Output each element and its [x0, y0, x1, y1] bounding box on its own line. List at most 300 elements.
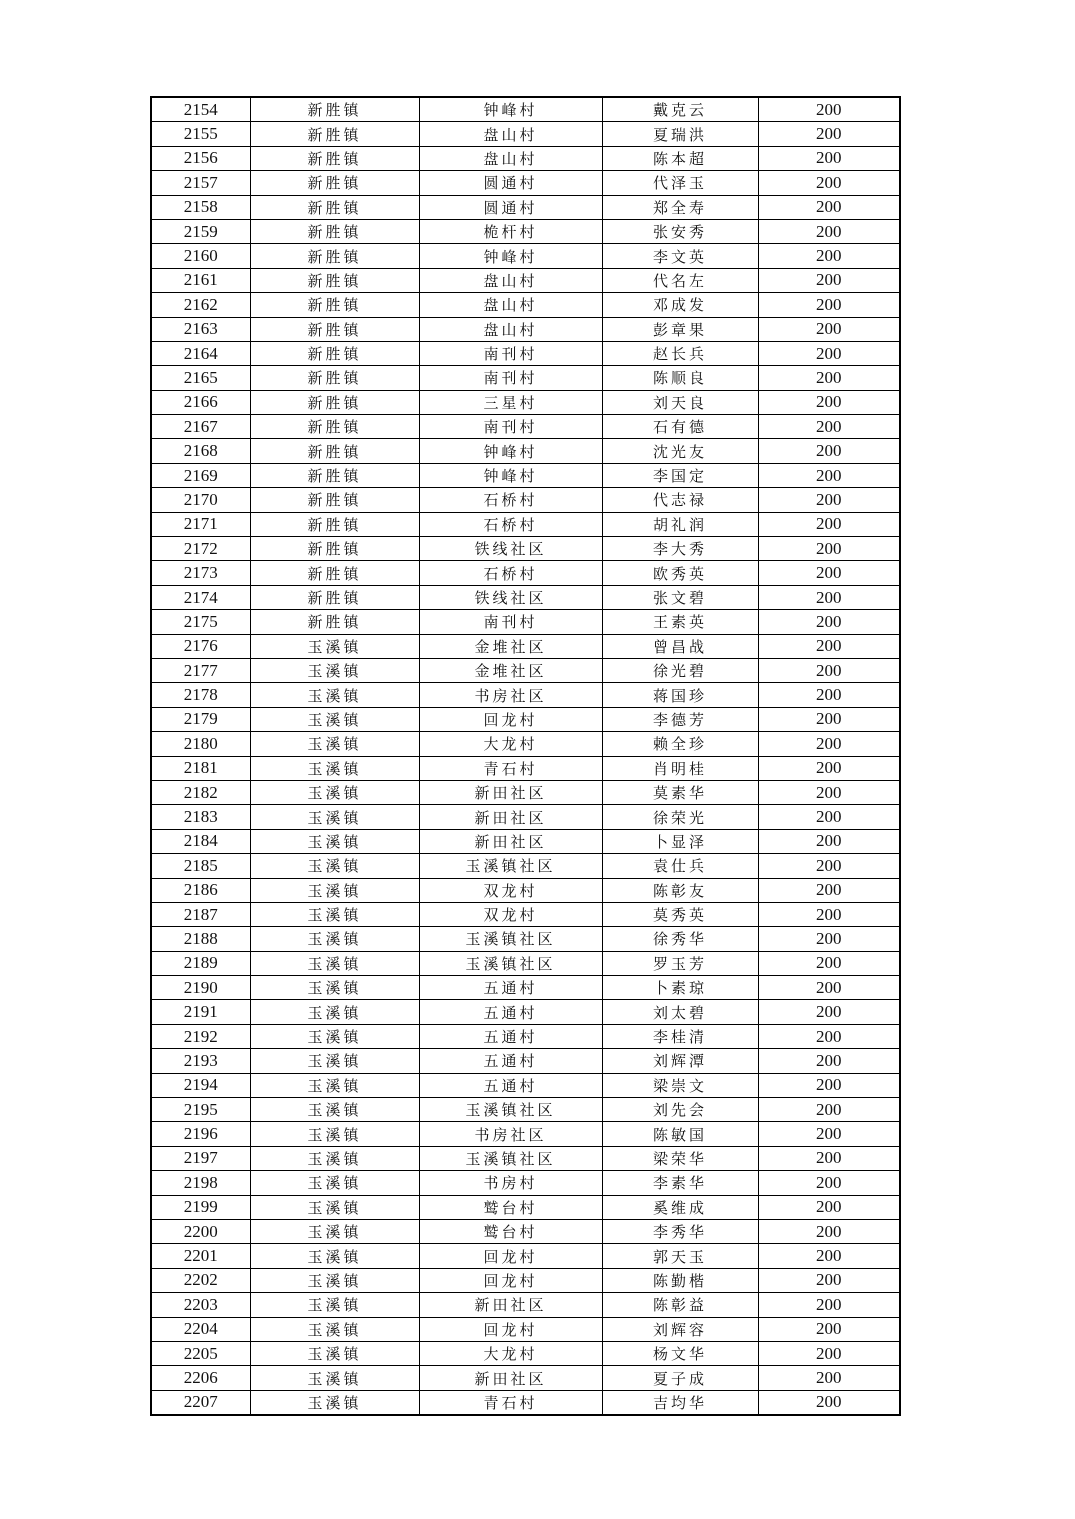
amount-cell: 200: [758, 122, 900, 146]
table-row: [151, 756, 900, 780]
name-cell: 奚维成: [602, 1195, 758, 1219]
village-cell: 金堆社区: [419, 658, 602, 682]
name-cell: 卜素琼: [602, 976, 758, 1000]
name-cell: 代志禄: [602, 488, 758, 512]
amount-cell: 200: [758, 219, 900, 243]
name-cell: 徐荣光: [602, 805, 758, 829]
name-cell: 陈顺良: [602, 366, 758, 390]
table-row: [151, 244, 900, 268]
row-number-cell: 2207: [151, 1390, 250, 1415]
row-number-cell: 2199: [151, 1195, 250, 1219]
table-row: [151, 122, 900, 146]
name-cell: 夏瑞洪: [602, 122, 758, 146]
name-cell: 代泽玉: [602, 171, 758, 195]
row-number-cell: 2178: [151, 683, 250, 707]
town-cell: 新胜镇: [250, 585, 419, 609]
row-number-cell: 2183: [151, 805, 250, 829]
name-cell: 罗玉芳: [602, 951, 758, 975]
town-cell: 玉溪镇: [250, 756, 419, 780]
village-cell: 钟峰村: [419, 244, 602, 268]
amount-cell: 200: [758, 366, 900, 390]
row-number-cell: 2188: [151, 927, 250, 951]
village-cell: 回龙村: [419, 1244, 602, 1268]
table-row: [151, 97, 900, 122]
name-cell: 李德芳: [602, 707, 758, 731]
amount-cell: 200: [758, 927, 900, 951]
amount-cell: 200: [758, 293, 900, 317]
village-cell: 石桥村: [419, 561, 602, 585]
town-cell: 玉溪镇: [250, 805, 419, 829]
town-cell: 新胜镇: [250, 268, 419, 292]
amount-cell: 200: [758, 171, 900, 195]
name-cell: 刘太碧: [602, 1000, 758, 1024]
village-cell: 双龙村: [419, 878, 602, 902]
name-cell: 梁崇文: [602, 1073, 758, 1097]
table-row: [151, 976, 900, 1000]
town-cell: 新胜镇: [250, 195, 419, 219]
table-row: [151, 463, 900, 487]
table-row: [151, 561, 900, 585]
name-cell: 沈光友: [602, 439, 758, 463]
name-cell: 卜显泽: [602, 829, 758, 853]
town-cell: 新胜镇: [250, 341, 419, 365]
row-number-cell: 2184: [151, 829, 250, 853]
town-cell: 新胜镇: [250, 219, 419, 243]
amount-cell: 200: [758, 854, 900, 878]
row-number-cell: 2165: [151, 366, 250, 390]
amount-cell: 200: [758, 707, 900, 731]
table-row: [151, 1195, 900, 1219]
data-table: [150, 96, 901, 1416]
row-number-cell: 2159: [151, 219, 250, 243]
name-cell: 梁荣华: [602, 1146, 758, 1170]
town-cell: 玉溪镇: [250, 1171, 419, 1195]
town-cell: 新胜镇: [250, 171, 419, 195]
town-cell: 玉溪镇: [250, 1049, 419, 1073]
village-cell: 南刊村: [419, 415, 602, 439]
amount-cell: 200: [758, 902, 900, 926]
table-row: [151, 171, 900, 195]
row-number-cell: 2176: [151, 634, 250, 658]
name-cell: 肖明桂: [602, 756, 758, 780]
village-cell: 新田社区: [419, 829, 602, 853]
village-cell: 玉溪镇社区: [419, 1146, 602, 1170]
table-row: [151, 610, 900, 634]
town-cell: 玉溪镇: [250, 976, 419, 1000]
table-row: [151, 195, 900, 219]
name-cell: 徐秀华: [602, 927, 758, 951]
amount-cell: 200: [758, 341, 900, 365]
table-row: [151, 902, 900, 926]
name-cell: 杨文华: [602, 1341, 758, 1365]
row-number-cell: 2200: [151, 1219, 250, 1243]
town-cell: 玉溪镇: [250, 1317, 419, 1341]
row-number-cell: 2173: [151, 561, 250, 585]
amount-cell: 200: [758, 1049, 900, 1073]
amount-cell: 200: [758, 1098, 900, 1122]
village-cell: 盘山村: [419, 122, 602, 146]
table-row: [151, 1171, 900, 1195]
row-number-cell: 2181: [151, 756, 250, 780]
table-row: [151, 1122, 900, 1146]
row-number-cell: 2158: [151, 195, 250, 219]
amount-cell: 200: [758, 1390, 900, 1415]
village-cell: 南刊村: [419, 341, 602, 365]
town-cell: 玉溪镇: [250, 1219, 419, 1243]
town-cell: 玉溪镇: [250, 1122, 419, 1146]
village-cell: 新田社区: [419, 780, 602, 804]
amount-cell: 200: [758, 244, 900, 268]
village-cell: 圆通村: [419, 171, 602, 195]
name-cell: 李文英: [602, 244, 758, 268]
row-number-cell: 2172: [151, 537, 250, 561]
name-cell: 石有德: [602, 415, 758, 439]
name-cell: 王素英: [602, 610, 758, 634]
village-cell: 大龙村: [419, 732, 602, 756]
town-cell: 玉溪镇: [250, 634, 419, 658]
village-cell: 鹫台村: [419, 1195, 602, 1219]
amount-cell: 200: [758, 97, 900, 122]
table-row: [151, 293, 900, 317]
table-row: [151, 927, 900, 951]
name-cell: 夏子成: [602, 1366, 758, 1390]
row-number-cell: 2155: [151, 122, 250, 146]
table-row: [151, 390, 900, 414]
row-number-cell: 2177: [151, 658, 250, 682]
table-row: [151, 366, 900, 390]
village-cell: 鹫台村: [419, 1219, 602, 1243]
town-cell: 玉溪镇: [250, 951, 419, 975]
town-cell: 新胜镇: [250, 244, 419, 268]
amount-cell: 200: [758, 1000, 900, 1024]
amount-cell: 200: [758, 537, 900, 561]
row-number-cell: 2187: [151, 902, 250, 926]
name-cell: 曾昌战: [602, 634, 758, 658]
row-number-cell: 2167: [151, 415, 250, 439]
village-cell: 书房社区: [419, 683, 602, 707]
table-row: [151, 732, 900, 756]
row-number-cell: 2186: [151, 878, 250, 902]
amount-cell: 200: [758, 1073, 900, 1097]
table-row: [151, 1049, 900, 1073]
name-cell: 赖全珍: [602, 732, 758, 756]
amount-cell: 200: [758, 1244, 900, 1268]
table-row: [151, 1293, 900, 1317]
table-row: [151, 1244, 900, 1268]
row-number-cell: 2195: [151, 1098, 250, 1122]
row-number-cell: 2154: [151, 97, 250, 122]
name-cell: 赵长兵: [602, 341, 758, 365]
village-cell: 大龙村: [419, 1341, 602, 1365]
village-cell: 回龙村: [419, 1268, 602, 1292]
town-cell: 新胜镇: [250, 97, 419, 122]
name-cell: 郑全寿: [602, 195, 758, 219]
village-cell: 桅杆村: [419, 219, 602, 243]
town-cell: 玉溪镇: [250, 1073, 419, 1097]
row-number-cell: 2205: [151, 1341, 250, 1365]
name-cell: 陈彰友: [602, 878, 758, 902]
amount-cell: 200: [758, 561, 900, 585]
table-row: [151, 1390, 900, 1415]
row-number-cell: 2179: [151, 707, 250, 731]
name-cell: 刘先会: [602, 1098, 758, 1122]
row-number-cell: 2190: [151, 976, 250, 1000]
table-row: [151, 537, 900, 561]
village-cell: 金堆社区: [419, 634, 602, 658]
village-cell: 盘山村: [419, 146, 602, 170]
village-cell: 书房社区: [419, 1122, 602, 1146]
town-cell: 新胜镇: [250, 463, 419, 487]
village-cell: 圆通村: [419, 195, 602, 219]
village-cell: 石桥村: [419, 512, 602, 536]
village-cell: 钟峰村: [419, 97, 602, 122]
village-cell: 石桥村: [419, 488, 602, 512]
amount-cell: 200: [758, 658, 900, 682]
town-cell: 新胜镇: [250, 390, 419, 414]
amount-cell: 200: [758, 390, 900, 414]
name-cell: 蒋国珍: [602, 683, 758, 707]
village-cell: 玉溪镇社区: [419, 1098, 602, 1122]
name-cell: 吉均华: [602, 1390, 758, 1415]
village-cell: 双龙村: [419, 902, 602, 926]
row-number-cell: 2191: [151, 1000, 250, 1024]
name-cell: 陈敏国: [602, 1122, 758, 1146]
name-cell: 戴克云: [602, 97, 758, 122]
name-cell: 莫素华: [602, 780, 758, 804]
name-cell: 陈勤楷: [602, 1268, 758, 1292]
amount-cell: 200: [758, 1171, 900, 1195]
table-row: [151, 1268, 900, 1292]
town-cell: 新胜镇: [250, 122, 419, 146]
amount-cell: 200: [758, 756, 900, 780]
amount-cell: 200: [758, 317, 900, 341]
row-number-cell: 2201: [151, 1244, 250, 1268]
town-cell: 玉溪镇: [250, 854, 419, 878]
amount-cell: 200: [758, 1293, 900, 1317]
amount-cell: 200: [758, 1195, 900, 1219]
village-cell: 青石村: [419, 756, 602, 780]
row-number-cell: 2163: [151, 317, 250, 341]
row-number-cell: 2174: [151, 585, 250, 609]
table-row: [151, 1073, 900, 1097]
amount-cell: 200: [758, 610, 900, 634]
amount-cell: 200: [758, 1024, 900, 1048]
village-cell: 钟峰村: [419, 463, 602, 487]
row-number-cell: 2194: [151, 1073, 250, 1097]
amount-cell: 200: [758, 146, 900, 170]
table-row: [151, 1366, 900, 1390]
amount-cell: 200: [758, 268, 900, 292]
table-row: [151, 219, 900, 243]
village-cell: 回龙村: [419, 1317, 602, 1341]
town-cell: 新胜镇: [250, 317, 419, 341]
table-row: [151, 805, 900, 829]
name-cell: 刘辉潭: [602, 1049, 758, 1073]
amount-cell: 200: [758, 512, 900, 536]
town-cell: 新胜镇: [250, 146, 419, 170]
table-row: [151, 439, 900, 463]
table-row: [151, 829, 900, 853]
table-row: [151, 341, 900, 365]
row-number-cell: 2169: [151, 463, 250, 487]
village-cell: 五通村: [419, 976, 602, 1000]
name-cell: 邓成发: [602, 293, 758, 317]
village-cell: 铁线社区: [419, 537, 602, 561]
amount-cell: 200: [758, 976, 900, 1000]
row-number-cell: 2168: [151, 439, 250, 463]
village-cell: 书房村: [419, 1171, 602, 1195]
amount-cell: 200: [758, 805, 900, 829]
table-row: [151, 707, 900, 731]
town-cell: 新胜镇: [250, 610, 419, 634]
amount-cell: 200: [758, 1268, 900, 1292]
table-row: [151, 683, 900, 707]
table-row: [151, 1317, 900, 1341]
amount-cell: 200: [758, 195, 900, 219]
village-cell: 玉溪镇社区: [419, 927, 602, 951]
table-row: [151, 854, 900, 878]
town-cell: 玉溪镇: [250, 1244, 419, 1268]
village-cell: 新田社区: [419, 1366, 602, 1390]
row-number-cell: 2196: [151, 1122, 250, 1146]
row-number-cell: 2198: [151, 1171, 250, 1195]
name-cell: 李秀华: [602, 1219, 758, 1243]
row-number-cell: 2185: [151, 854, 250, 878]
row-number-cell: 2204: [151, 1317, 250, 1341]
village-cell: 盘山村: [419, 268, 602, 292]
name-cell: 刘辉容: [602, 1317, 758, 1341]
row-number-cell: 2202: [151, 1268, 250, 1292]
name-cell: 张文碧: [602, 585, 758, 609]
name-cell: 彭章果: [602, 317, 758, 341]
table-row: [151, 415, 900, 439]
name-cell: 莫秀英: [602, 902, 758, 926]
town-cell: 玉溪镇: [250, 780, 419, 804]
row-number-cell: 2170: [151, 488, 250, 512]
town-cell: 玉溪镇: [250, 1341, 419, 1365]
table-row: [151, 146, 900, 170]
name-cell: 李大秀: [602, 537, 758, 561]
row-number-cell: 2203: [151, 1293, 250, 1317]
table-row: [151, 951, 900, 975]
amount-cell: 200: [758, 634, 900, 658]
amount-cell: 200: [758, 1146, 900, 1170]
table-row: [151, 1024, 900, 1048]
town-cell: 玉溪镇: [250, 1293, 419, 1317]
row-number-cell: 2161: [151, 268, 250, 292]
town-cell: 玉溪镇: [250, 1366, 419, 1390]
table-row: [151, 317, 900, 341]
village-cell: 钟峰村: [419, 439, 602, 463]
amount-cell: 200: [758, 878, 900, 902]
table-row: [151, 658, 900, 682]
amount-cell: 200: [758, 439, 900, 463]
table-row: [151, 780, 900, 804]
village-cell: 新田社区: [419, 1293, 602, 1317]
town-cell: 新胜镇: [250, 293, 419, 317]
village-cell: 新田社区: [419, 805, 602, 829]
town-cell: 玉溪镇: [250, 1268, 419, 1292]
village-cell: 玉溪镇社区: [419, 951, 602, 975]
row-number-cell: 2160: [151, 244, 250, 268]
town-cell: 玉溪镇: [250, 829, 419, 853]
amount-cell: 200: [758, 951, 900, 975]
village-cell: 五通村: [419, 1024, 602, 1048]
amount-cell: 200: [758, 732, 900, 756]
name-cell: 袁仕兵: [602, 854, 758, 878]
row-number-cell: 2171: [151, 512, 250, 536]
table-row: [151, 878, 900, 902]
town-cell: 玉溪镇: [250, 1098, 419, 1122]
village-cell: 回龙村: [419, 707, 602, 731]
name-cell: 李桂清: [602, 1024, 758, 1048]
town-cell: 玉溪镇: [250, 658, 419, 682]
village-cell: 五通村: [419, 1049, 602, 1073]
town-cell: 新胜镇: [250, 488, 419, 512]
village-cell: 三星村: [419, 390, 602, 414]
table-row: [151, 1098, 900, 1122]
table-row: [151, 512, 900, 536]
row-number-cell: 2175: [151, 610, 250, 634]
village-cell: 玉溪镇社区: [419, 854, 602, 878]
amount-cell: 200: [758, 488, 900, 512]
village-cell: 盘山村: [419, 317, 602, 341]
village-cell: 盘山村: [419, 293, 602, 317]
row-number-cell: 2166: [151, 390, 250, 414]
town-cell: 新胜镇: [250, 537, 419, 561]
table-row: [151, 585, 900, 609]
town-cell: 玉溪镇: [250, 927, 419, 951]
row-number-cell: 2192: [151, 1024, 250, 1048]
village-cell: 铁线社区: [419, 585, 602, 609]
town-cell: 玉溪镇: [250, 1024, 419, 1048]
row-number-cell: 2182: [151, 780, 250, 804]
row-number-cell: 2193: [151, 1049, 250, 1073]
name-cell: 刘天良: [602, 390, 758, 414]
town-cell: 新胜镇: [250, 512, 419, 536]
row-number-cell: 2197: [151, 1146, 250, 1170]
table-row: [151, 1219, 900, 1243]
row-number-cell: 2164: [151, 341, 250, 365]
village-cell: 南刊村: [419, 610, 602, 634]
town-cell: 新胜镇: [250, 415, 419, 439]
village-cell: 青石村: [419, 1390, 602, 1415]
row-number-cell: 2157: [151, 171, 250, 195]
town-cell: 玉溪镇: [250, 1146, 419, 1170]
table-row: [151, 1146, 900, 1170]
village-cell: 南刊村: [419, 366, 602, 390]
amount-cell: 200: [758, 780, 900, 804]
row-number-cell: 2189: [151, 951, 250, 975]
amount-cell: 200: [758, 1317, 900, 1341]
town-cell: 玉溪镇: [250, 1000, 419, 1024]
town-cell: 玉溪镇: [250, 683, 419, 707]
town-cell: 新胜镇: [250, 366, 419, 390]
town-cell: 玉溪镇: [250, 878, 419, 902]
table-row: [151, 488, 900, 512]
amount-cell: 200: [758, 415, 900, 439]
town-cell: 新胜镇: [250, 439, 419, 463]
name-cell: 胡礼润: [602, 512, 758, 536]
amount-cell: 200: [758, 829, 900, 853]
name-cell: 徐光碧: [602, 658, 758, 682]
row-number-cell: 2180: [151, 732, 250, 756]
amount-cell: 200: [758, 1341, 900, 1365]
amount-cell: 200: [758, 1366, 900, 1390]
town-cell: 玉溪镇: [250, 1390, 419, 1415]
town-cell: 新胜镇: [250, 561, 419, 585]
name-cell: 代名左: [602, 268, 758, 292]
